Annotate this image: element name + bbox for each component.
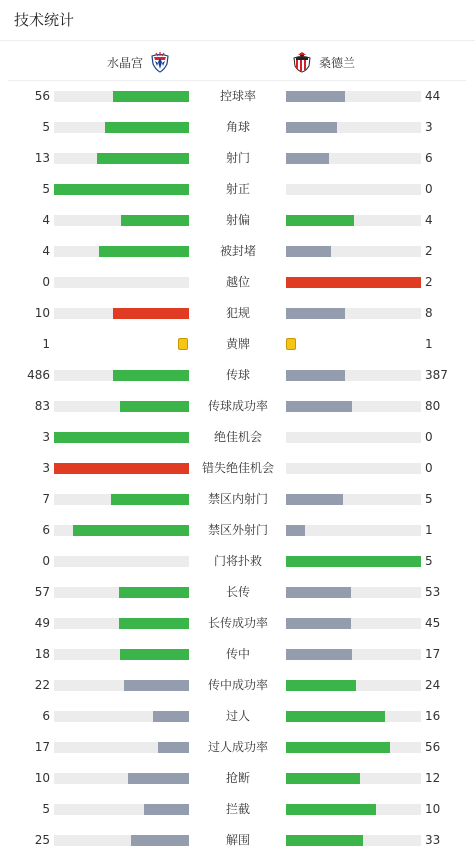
away-bar-track [286,432,421,443]
away-bar-track [286,463,421,474]
stat-label: 被封堵 [219,244,256,258]
away-bar-fill [286,370,345,381]
stat-label: 传球 [225,368,250,382]
away-value: 2 [425,244,433,258]
divider [0,40,475,41]
away-value: 44 [425,89,441,103]
away-bar-track [286,618,421,629]
home-bar-track [54,680,189,691]
stat-label: 拦截 [225,802,250,816]
away-value: 0 [425,182,433,196]
home-value: 83 [34,399,50,413]
away-bar-fill [286,308,345,319]
away-bar-track [286,835,421,846]
home-bar-track [54,246,189,257]
home-value: 10 [34,771,50,785]
away-team-name: 桑德兰 [319,55,356,70]
home-bar-fill [113,91,189,102]
home-bar-fill [124,680,189,691]
home-bar-fill [99,246,189,257]
home-value: 0 [42,554,50,568]
away-value: 6 [425,151,433,165]
home-bar-fill [128,773,189,784]
away-bar-fill [286,773,360,784]
stat-row [0,825,475,856]
away-bar-track [286,308,421,319]
home-bar-track [54,525,189,536]
home-value: 5 [42,182,50,196]
home-value: 49 [34,616,50,630]
home-bar-fill [121,215,189,226]
away-value: 45 [425,616,441,630]
away-value: 2 [425,275,433,289]
stat-row [0,763,475,794]
home-value: 22 [34,678,50,692]
away-bar-fill [286,618,351,629]
stat-label: 越位 [225,275,250,289]
stat-label: 传中 [225,647,250,661]
stat-row [0,360,475,391]
away-bar-track [286,122,421,133]
stat-row [0,174,475,205]
stat-row [0,112,475,143]
home-bar-track [54,215,189,226]
home-value: 13 [34,151,50,165]
stat-row [0,391,475,422]
stat-row [0,701,475,732]
stat-label: 长传成功率 [207,616,268,630]
away-bar-track [286,649,421,660]
home-team[interactable] [107,44,171,80]
away-bar-fill [286,587,351,598]
stat-label: 犯规 [225,306,250,320]
home-bar-fill [54,184,189,195]
home-value: 6 [42,523,50,537]
home-value: 5 [42,802,50,816]
stat-label: 过人 [225,709,250,723]
away-bar-fill [286,277,421,288]
crystal-palace-crest-icon [149,51,171,73]
home-bar-fill [120,401,189,412]
home-bar-fill [120,649,189,660]
home-bar-track [54,618,189,629]
away-bar-track [286,91,421,102]
home-bar-track [54,804,189,815]
stat-label: 解围 [225,833,250,847]
page-title: 技术统计 [14,11,75,29]
home-bar-fill [54,463,189,474]
stat-row [0,670,475,701]
home-bar-track [54,587,189,598]
away-value: 33 [425,833,441,847]
away-bar-fill [286,556,421,567]
stats-list [0,81,475,856]
stat-row [0,81,475,112]
sunderland-crest-icon [291,51,313,73]
stat-row [0,453,475,484]
home-bar-track [54,153,189,164]
away-value: 53 [425,585,441,599]
stat-label: 错失绝佳机会 [201,461,274,475]
home-team-name: 水晶宫 [106,55,143,70]
home-bar-track [54,494,189,505]
home-value: 3 [42,461,50,475]
stat-row [0,639,475,670]
home-bar-track [54,277,189,288]
home-value: 1 [42,337,50,351]
home-bar-fill [158,742,189,753]
away-value: 387 [425,368,448,382]
away-value: 24 [425,678,441,692]
stat-label: 门将扑救 [213,554,262,568]
home-bar-fill [73,525,189,536]
stat-row [0,577,475,608]
away-value: 17 [425,647,441,661]
away-value: 4 [425,213,433,227]
away-value: 0 [425,430,433,444]
stat-label: 绝佳机会 [213,430,262,444]
away-bar-track [286,680,421,691]
away-bar-track [286,184,421,195]
home-bar-fill [131,835,189,846]
home-bar-track [54,835,189,846]
home-bar-fill [153,711,189,722]
away-value: 8 [425,306,433,320]
home-value: 4 [42,244,50,258]
away-value: 10 [425,802,441,816]
home-value: 25 [34,833,50,847]
stat-label: 传中成功率 [207,678,268,692]
stat-row [0,515,475,546]
away-bar-track [286,370,421,381]
home-bar-track [54,432,189,443]
away-bar-track [286,587,421,598]
home-bar-fill [113,370,189,381]
home-bar-fill [113,308,189,319]
away-bar-track [286,246,421,257]
home-bar-track [54,463,189,474]
stat-row [0,205,475,236]
away-bar-track [286,494,421,505]
home-value: 57 [34,585,50,599]
stat-row [0,298,475,329]
home-bar-fill [97,153,189,164]
yellow-card-icon [286,338,296,350]
home-bar-fill [119,618,189,629]
home-bar-track [54,184,189,195]
stat-label: 禁区内射门 [207,492,268,506]
home-bar-fill [119,587,189,598]
away-value: 5 [425,492,433,506]
away-value: 1 [425,337,433,351]
home-bar-track [54,773,189,784]
away-value: 0 [425,461,433,475]
away-value: 80 [425,399,441,413]
stat-row [0,267,475,298]
home-bar-track [54,122,189,133]
home-bar-fill [105,122,189,133]
away-value: 1 [425,523,433,537]
away-bar-fill [286,246,331,257]
away-bar-fill [286,153,329,164]
away-value: 12 [425,771,441,785]
stat-label: 抢断 [225,771,250,785]
home-value: 56 [34,89,50,103]
stat-row [0,236,475,267]
teams-header [8,44,466,80]
home-value: 10 [34,306,50,320]
stat-label: 角球 [225,120,250,134]
away-value: 16 [425,709,441,723]
stat-label: 射偏 [225,213,250,227]
away-bar-fill [286,122,337,133]
home-bar-fill [111,494,189,505]
home-value: 4 [42,213,50,227]
away-bar-track [286,153,421,164]
home-value: 486 [27,368,50,382]
away-bar-fill [286,835,363,846]
home-bar-track [54,370,189,381]
away-bar-track [286,742,421,753]
away-bar-fill [286,401,352,412]
stat-row [0,608,475,639]
away-value: 5 [425,554,433,568]
home-bar-track [54,308,189,319]
away-bar-track [286,277,421,288]
stat-label: 长传 [225,585,250,599]
home-bar-track [54,401,189,412]
away-bar-fill [286,215,354,226]
stat-row [0,546,475,577]
away-bar-track [286,525,421,536]
away-value: 56 [425,740,441,754]
stat-row [0,422,475,453]
home-value: 17 [34,740,50,754]
home-value: 7 [42,492,50,506]
away-bar-track [286,401,421,412]
home-bar-fill [144,804,189,815]
stat-row [0,143,475,174]
away-bar-fill [286,91,345,102]
stat-label: 传球成功率 [207,399,268,413]
stat-label: 控球率 [219,89,256,103]
away-bar-fill [286,649,352,660]
stat-label: 禁区外射门 [207,523,268,537]
stat-row [0,794,475,825]
home-bar-track [54,556,189,567]
stat-label: 射正 [225,182,250,196]
home-value: 3 [42,430,50,444]
away-bar-track [286,804,421,815]
away-bar-track [286,556,421,567]
yellow-card-icon [178,338,188,350]
away-bar-track [286,215,421,226]
stat-row [0,329,475,360]
stat-row [0,732,475,763]
home-bar-fill [54,432,189,443]
home-bar-track [54,742,189,753]
stat-label: 射门 [225,151,250,165]
away-bar-fill [286,711,385,722]
home-value: 0 [42,275,50,289]
away-bar-track [286,711,421,722]
home-bar-track [54,91,189,102]
home-bar-track [54,711,189,722]
away-bar-fill [286,494,343,505]
away-bar-fill [286,742,390,753]
away-team[interactable] [291,44,355,80]
away-bar-track [286,773,421,784]
stat-row [0,484,475,515]
stat-label: 过人成功率 [207,740,268,754]
away-bar-fill [286,680,356,691]
away-value: 3 [425,120,433,134]
home-value: 6 [42,709,50,723]
stat-label: 黄牌 [225,337,250,351]
home-value: 18 [34,647,50,661]
home-value: 5 [42,120,50,134]
away-bar-fill [286,525,305,536]
away-bar-fill [286,804,376,815]
home-bar-track [54,649,189,660]
